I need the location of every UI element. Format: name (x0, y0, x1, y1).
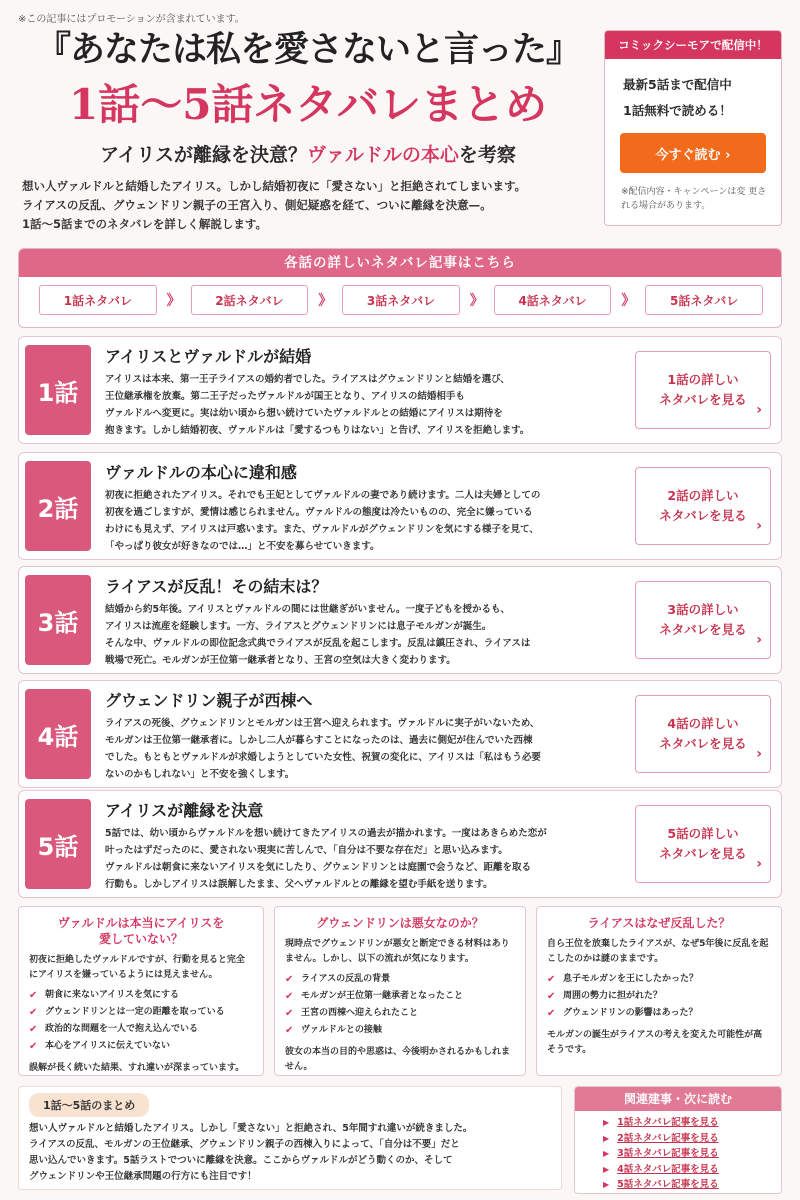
summary-body (29, 1121, 549, 1185)
episode-nav-header: 各話の詳しいネタバレ記事はこちら (19, 249, 781, 277)
episode-body-line: ないのかもしれない」と不安を強くします。 (105, 769, 295, 780)
list-item (29, 1038, 253, 1055)
episode-badge: 3話 (25, 575, 91, 665)
summary-line: 想い人ヴァルドルと結婚したアイリス。しかし「愛さない」と拒絶され、5年間すれ違いが続きました。 (29, 1123, 473, 1134)
triangle-right-icon: ▶ (603, 1118, 610, 1127)
triangle-right-icon: ▶ (603, 1133, 610, 1143)
check-icon: ✔ (547, 991, 556, 1002)
analysis-list (29, 987, 253, 1055)
hero-subtitle-a: アイリスが離縁を決意？ (100, 144, 308, 166)
episode-body (105, 825, 625, 893)
list-item-text: グウェンドリンとは一定の距離を取っている (45, 1007, 225, 1017)
episode-body-line: でした。もともとヴァルドルが求婚しようとしていた女性、祝賀の変化に、アイリスは「私はもう必要 (105, 752, 541, 763)
hero (22, 28, 594, 234)
list-item-text: 息子モルガンを王にしたかった？ (563, 974, 699, 984)
episode-body-line: 初夜を過ごしますが、愛情は感じられません。ヴァルドルの態度は冷たいものの、完全に嫌っている (105, 507, 533, 518)
episode-body-line: アイリスは本来、第一王子ライアスの婚約者でした。ライアスはグウェンドリンと結婚を選び、 (105, 374, 510, 385)
episode-badge: 4話 (25, 689, 91, 779)
episode-detail-label-2: ネタバレを見る (659, 392, 747, 407)
list-item (603, 1131, 781, 1147)
list-item-text: ライアスの反乱の背景 (301, 974, 391, 984)
list-item (285, 1005, 515, 1022)
list-item-text: 本心をアイリスに伝えていない (45, 1041, 171, 1051)
episode-badge: 2話 (25, 461, 91, 551)
related-header: 関連建事・次に読む (575, 1087, 781, 1111)
list-item (603, 1115, 781, 1131)
promo-note: ※この記事にはプロモーションが含まれています。 (18, 14, 245, 25)
episode-nav-row (19, 277, 781, 315)
list-item-text: 周囲の勢力に担がれた？ (563, 991, 663, 1001)
episode-body-line: 王位継承権を放棄。第二王子だったヴァルドルが国王となり、アイリスの結婚相手も (105, 391, 465, 402)
nav-episode-1-button[interactable]: 1話ネタバレ (39, 285, 157, 315)
episode-body (105, 371, 625, 439)
nav-episode-4-button[interactable]: 4話ネタバレ (494, 285, 612, 315)
episode-title: アイリスが離縁を決意 (105, 801, 264, 820)
episode-nav (18, 248, 782, 328)
analysis-list (285, 971, 515, 1039)
check-icon: ✔ (29, 1024, 38, 1035)
list-item (29, 987, 253, 1004)
analysis-title-line: 愛していない？ (98, 932, 183, 946)
episode-card-4 (18, 680, 782, 788)
list-item (603, 1177, 781, 1193)
check-icon: ✔ (29, 1041, 38, 1052)
hero-lead-line: ライアスの反乱、グウェンドリン親子の王宮入り、側妃疑惑を経て、ついに離縁を決意—。 (22, 198, 492, 212)
episode-body-line: 叶ったはずだったのに、愛されない現実に苦しんで、「自分は不要な存在だ」と思い込みます。 (105, 845, 508, 856)
analysis-box-valdor (18, 906, 264, 1076)
check-icon: ✔ (547, 974, 556, 985)
episode-body-line: ヴァルドルは朝食に来ないアイリスを気にしたり、グウェンドリンとは庭園で会うなど、距離を取る (105, 862, 531, 873)
chevron-right-icon: › (756, 632, 762, 648)
cta-line-1: 最新5話まで配信中 (623, 77, 732, 92)
related-link-4[interactable]: 4話ネタバレ記事を見る (617, 1163, 719, 1175)
episode-card-5 (18, 790, 782, 898)
summary-panel (18, 1086, 562, 1190)
check-icon: ✔ (285, 1025, 294, 1036)
episode-card-3 (18, 566, 782, 674)
episode-5-detail-button[interactable] (635, 805, 771, 883)
chevron-right-icon: › (756, 402, 762, 418)
analysis-intro: 現時点でグウェンドリンが悪女と断定できる材料はありません。しかし、以下の流れが気になります。 (285, 939, 510, 964)
episode-detail-label-1: 2話の詳しい (667, 488, 739, 503)
hero-lead-line: 想い人ヴァルドルと結婚したアイリス。しかし結婚初夜に「愛さない」と拒絶されてしまいます。 (22, 179, 527, 193)
episode-1-detail-button[interactable] (635, 351, 771, 429)
list-item-text: 王宮の西棟へ迎えられたこと (301, 1008, 419, 1018)
episode-title: グウェンドリン親子が西棟へ (105, 691, 313, 710)
episode-body-line: モルガンは王位第一継承者に。しかし二人が暮らすことになったのは、過去に側妃が住んでいた西棟 (105, 735, 533, 746)
episode-badge: 1話 (25, 345, 91, 435)
double-chevron-icon: 》 (621, 293, 636, 309)
hero-subtitle-c: を考察 (458, 144, 516, 166)
episode-3-detail-button[interactable] (635, 581, 771, 659)
episode-4-detail-button[interactable] (635, 695, 771, 773)
episode-body (105, 715, 625, 783)
cta-note: ※配信内容・キャンペーンは変 更される場合があります。 (621, 187, 767, 211)
list-item (603, 1146, 781, 1162)
episode-body-line: 結婚から約5年後。アイリスとヴァルドルの間には世継ぎがいません。一度子どもを授かるも、 (105, 604, 511, 615)
episode-body-line: 「やっぱり彼女が好きなのでは…」と不安を募らせていきます。 (105, 541, 380, 552)
hero-lead (22, 177, 594, 234)
episode-detail-label-2: ネタバレを見る (659, 622, 747, 637)
list-item (285, 971, 515, 988)
analysis-list (547, 971, 771, 1022)
related-link-1[interactable]: 1話ネタバレ記事を見る (617, 1117, 719, 1128)
cta-panel (604, 30, 782, 226)
list-item (29, 1004, 253, 1021)
check-icon: ✔ (285, 991, 294, 1002)
episode-detail-label-1: 1話の詳しい (667, 372, 739, 387)
list-item (547, 988, 771, 1005)
episode-body-line: わけにも見えず、アイリスは戸惑います。また、ヴァルドルがグウェンドリンを気にする様子を見て、 (105, 524, 539, 535)
episode-title: アイリスとヴァルドルが結婚 (105, 347, 312, 366)
episode-body-line: 初夜に拒絶されたアイリス。それでも王妃としてヴァルドルの妻であり続けます。二人は夫婦としての (105, 490, 541, 501)
chevron-right-icon: › (756, 856, 762, 872)
analysis-intro: 自ら王位を放棄したライアスが、なぜ5年後に反乱を起こしたのかは謎のままです。 (547, 939, 769, 964)
list-item (285, 1022, 515, 1039)
analysis-box-gwendolyn (274, 906, 526, 1076)
analysis-title: グウェンドリンは悪女なのか？ (316, 916, 484, 930)
triangle-right-icon: ▶ (603, 1180, 610, 1189)
episode-card-2 (18, 452, 782, 560)
analysis-title: ライアスはなぜ反乱した？ (587, 916, 731, 930)
episode-detail-label-1: 4話の詳しい (667, 716, 739, 731)
triangle-right-icon: ▶ (603, 1149, 610, 1158)
analysis-title (29, 915, 253, 947)
analysis-box-raias (536, 906, 782, 1076)
check-icon: ✔ (547, 1008, 556, 1019)
double-chevron-icon: 》 (318, 293, 333, 309)
check-icon: ✔ (29, 1007, 38, 1018)
episode-body (105, 487, 625, 555)
episode-detail-label-1: 3話の詳しい (667, 602, 739, 617)
page-title-line1: 『あなたは私を愛さないと言った』 (35, 29, 580, 70)
list-item-text: グウェンドリンの影響はあった？ (563, 1008, 698, 1018)
analysis-outro: 誤解が長く続いた結果、すれ違いが深まっています。 (29, 1063, 245, 1073)
related-list (575, 1111, 781, 1193)
check-icon: ✔ (285, 1008, 294, 1019)
episode-body-line: ヴァルドルへ変更に。実は幼い頃から想い続けていたヴァルドルとの結婚にアイリスは期待を (105, 408, 503, 419)
double-chevron-icon: 》 (469, 293, 484, 309)
list-item (547, 1005, 771, 1022)
analysis-title-line: ヴァルドルは本当にアイリスを (57, 916, 225, 930)
episode-body-line: 戦場で死亡。モルガンが王位第一継承者となり、王宮の空気は大きく変わります。 (105, 655, 456, 666)
nav-episode-5-button[interactable]: 5話ネタバレ (645, 285, 763, 315)
list-item (285, 988, 515, 1005)
nav-episode-2-button[interactable]: 2話ネタバレ (191, 285, 309, 315)
list-item-text: 政治的な問題を一人で抱え込んでいる (45, 1024, 199, 1034)
nav-episode-3-button[interactable]: 3話ネタバレ (342, 285, 460, 315)
related-link-3[interactable]: 3話ネタバレ記事を見る (617, 1148, 719, 1159)
episode-body-line: アイリスは流産を経験します。一方、ライアスとグウェンドリンには息子モルガンが誕生。 (105, 621, 492, 632)
episode-body-line: ライアスの死後、グウェンドリンとモルガンは王宮へ迎えられます。ヴァルドルに実子がいないため、 (105, 718, 540, 729)
list-item (547, 971, 771, 988)
episode-card-1 (18, 336, 782, 444)
related-panel (574, 1086, 782, 1194)
analysis-outro: モルガンの誕生がライアスの考えを変えた可能性が高そうです。 (547, 1030, 763, 1055)
episode-detail-label-2: ネタバレを見る (659, 846, 747, 861)
episode-title: ライアスが反乱！その結末は？ (105, 577, 328, 596)
double-chevron-icon: 》 (166, 293, 181, 309)
list-item-text: モルガンが王位第一継承者となったこと (301, 991, 464, 1001)
episode-body-line: 5話では、幼い頃からヴァルドルを想い続けてきたアイリスの過去が描かれます。一度はあきらめた恋が (105, 828, 547, 839)
related-link-5[interactable]: 5話ネタバレ記事を見る (617, 1179, 719, 1190)
summary-tag: 1話〜5話のまとめ (29, 1093, 149, 1117)
list-item (29, 1021, 253, 1038)
list-item-text: ヴァルドルとの接触 (301, 1025, 382, 1035)
episode-detail-label-2: ネタバレを見る (659, 508, 747, 523)
hero-subtitle-b: ヴァルドルの本心 (307, 144, 459, 166)
analysis-intro: 初夜に拒絶したヴァルドルですが、行動を見ると完全にアイリスを嫌っているようには見えません。 (29, 955, 245, 980)
summary-line: グウェンドリンや王位継承問題の行方にも注目です！ (29, 1171, 257, 1182)
read-now-button[interactable]: 今すぐ読む › (620, 133, 766, 173)
episode-2-detail-button[interactable] (635, 467, 771, 545)
episode-body-line: そんな中、ヴァルドルの即位記念式典でライアスが反乱を起こします。反乱は鎮圧され、ライアスは (105, 638, 531, 649)
list-item-text: 朝食に来ないアイリスを気にする (45, 990, 180, 1000)
related-link-2[interactable]: 2話ネタバレ記事を見る (617, 1132, 719, 1144)
hero-lead-line: 1話〜5話までのネタバレを詳しく解説します。 (22, 217, 267, 231)
episode-title: ヴァルドルの本心に違和感 (105, 463, 297, 482)
episode-detail-label-2: ネタバレを見る (659, 736, 747, 751)
hero-subtitle (22, 140, 594, 167)
episode-detail-label-1: 5話の詳しい (667, 826, 739, 841)
cta-header: コミックシーモアで配信中！ (605, 31, 781, 59)
episode-badge: 5話 (25, 799, 91, 889)
page-title-line2: 1話〜5話ネタバレまとめ (68, 80, 548, 129)
analysis-outro: 彼女の本当の目的や思惑は、今後明かされるかもしれません。 (285, 1047, 511, 1072)
summary-line: 思い込んでいきます。5話ラストでついに離縁を決意。ここからヴァルドルがどう動くのか、そして (29, 1155, 453, 1166)
chevron-right-icon: › (756, 746, 762, 762)
episode-body (105, 601, 625, 669)
check-icon: ✔ (29, 990, 38, 1001)
triangle-right-icon: ▶ (603, 1164, 610, 1174)
episode-body-line: 行動も。しかしアイリスは誤解したまま、父へヴァルドルとの離縁を望む手紙を送ります。 (105, 879, 493, 890)
cta-line-2: 1話無料で読める！ (623, 103, 732, 118)
summary-line: ライアスの反乱、モルガンの王位継承、グウェンドリン親子の西棟入りによって、「自分は不要」だと (29, 1139, 460, 1150)
check-icon: ✔ (285, 974, 294, 985)
chevron-right-icon: › (756, 518, 762, 534)
episode-body-line: 抱きます。しかし結婚初夜、ヴァルドルは「愛するつもりはない」と告げ、アイリスを拒絶します。 (105, 425, 530, 436)
list-item (603, 1162, 781, 1178)
